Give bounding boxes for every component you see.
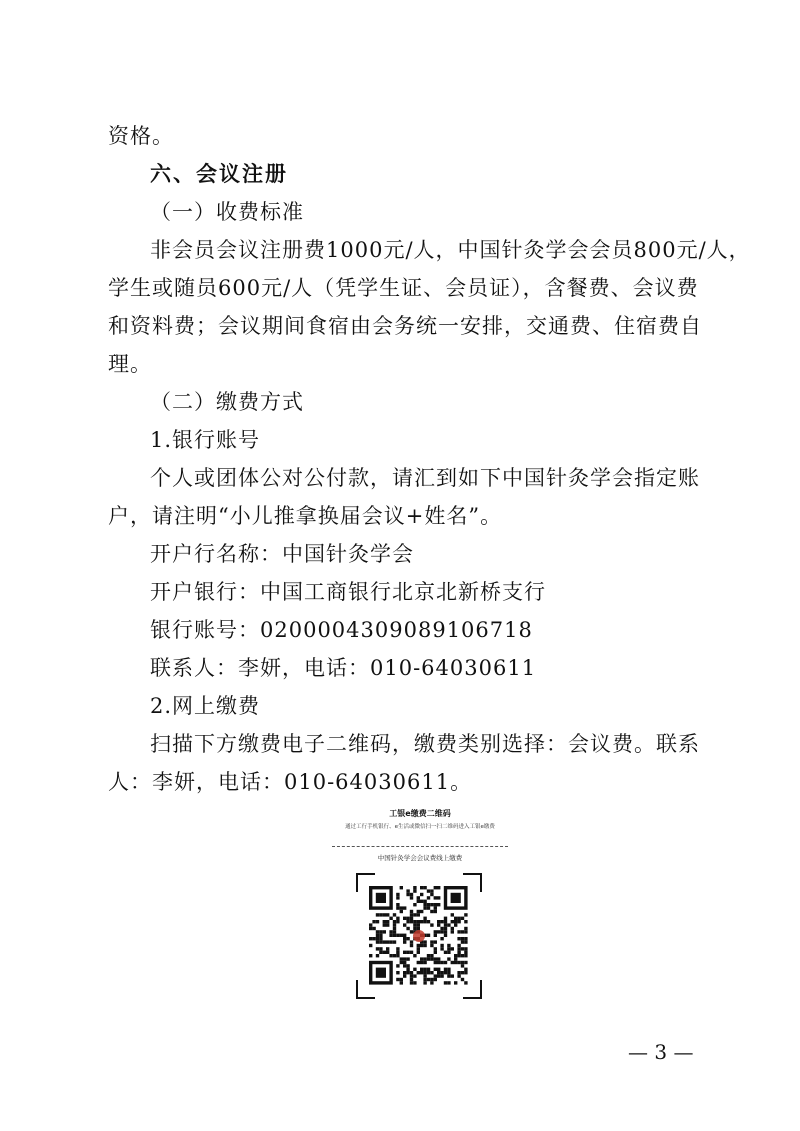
body-line-7: 理。 — [108, 352, 152, 376]
qr-card-caption: 中国针灸学会会议费线上缴费 — [377, 854, 463, 862]
subheading-fee-standard: （一）收费标准 — [150, 200, 304, 224]
body-line-10: 个人或团体公对公付款，请汇到如下中国针灸学会指定账 — [150, 466, 700, 490]
body-line-4: 非会员会议注册费1000元/人，中国针灸学会会员800元/人， — [150, 238, 751, 262]
body-line-1: 资格。 — [108, 124, 174, 148]
account-number-line: 银行账号：0200004309089106718 — [150, 618, 533, 642]
qr-card-divider — [332, 846, 508, 847]
subheading-payment-method: （二）缴费方式 — [150, 390, 304, 414]
body-line-18: 人：李妍，电话：010-64030611。 — [108, 770, 473, 794]
body-line-6: 和资料费；会议期间食宿由会务统一安排，交通费、住宿费自 — [108, 314, 702, 338]
qr-card-title: 工银e缴费二维码 — [389, 809, 451, 818]
qr-card-subtitle: 通过工行手机银行、e生活或微信扫一扫二维码进入工银e缴费 — [345, 824, 495, 830]
qr-payment-card — [300, 808, 540, 1008]
section-heading-registration: 六、会议注册 — [150, 162, 288, 186]
account-name-line: 开户行名称：中国针灸学会 — [150, 542, 414, 566]
bank-name-line: 开户银行：中国工商银行北京北新桥支行 — [150, 580, 546, 604]
online-payment-heading: 2.网上缴费 — [150, 694, 261, 718]
body-line-11: 户，请注明“小儿推拿换届会议+姓名”。 — [108, 504, 503, 528]
qr-code-icon[interactable] — [355, 872, 483, 1000]
body-line-5: 学生或随员600元/人（凭学生证、会员证），含餐费、会议费 — [108, 276, 699, 300]
contact-line: 联系人：李妍，电话：010-64030611 — [150, 656, 537, 680]
bank-account-heading: 1.银行账号 — [150, 428, 261, 452]
body-line-17: 扫描下方缴费电子二维码，缴费类别选择：会议费。联系 — [150, 732, 700, 756]
page-number: — 3 — — [628, 1040, 694, 1064]
